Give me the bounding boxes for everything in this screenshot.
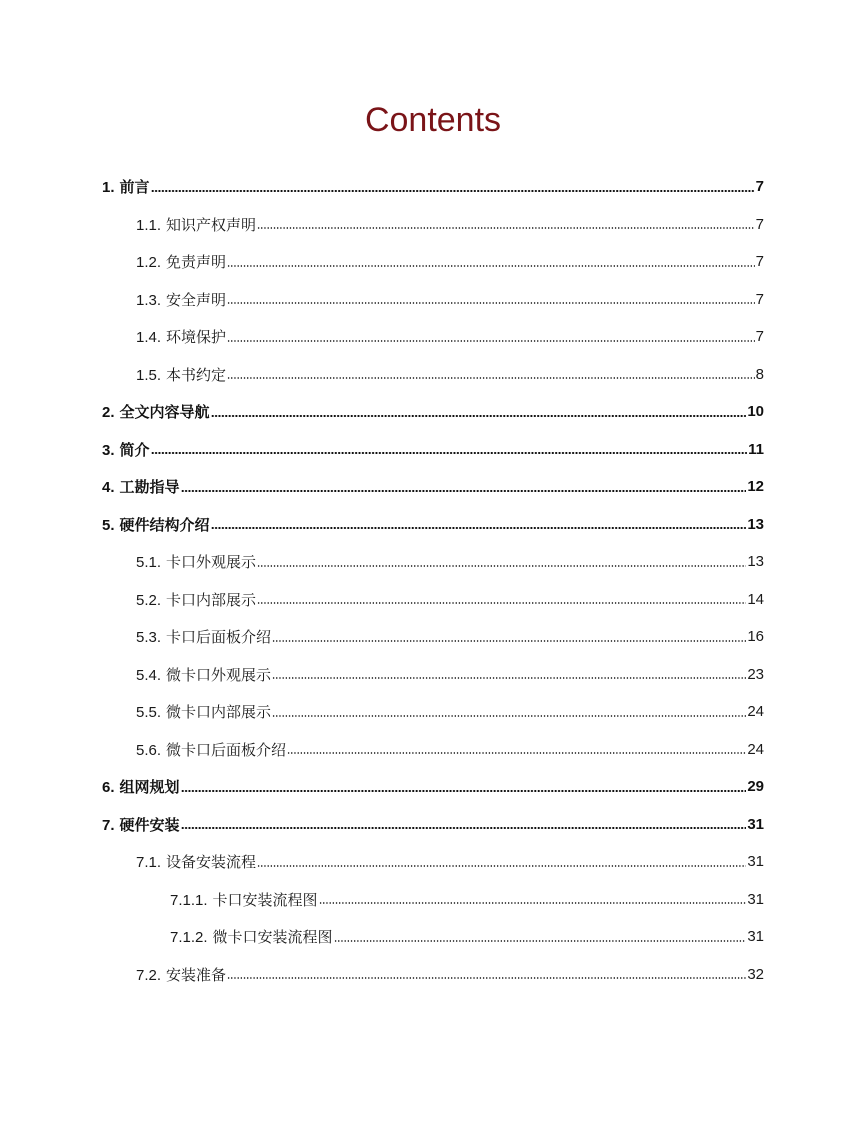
toc-entry-title: 设备安装流程 xyxy=(166,854,257,872)
toc-entry-number: 5.6. xyxy=(136,741,162,759)
dot-leader xyxy=(227,340,755,342)
dot-leader xyxy=(211,527,747,529)
toc-entry-page-number: 29 xyxy=(747,778,764,796)
toc-entry-label xyxy=(136,214,256,235)
toc-entry[interactable] xyxy=(102,206,764,244)
toc-entry-page-number: 11 xyxy=(748,440,764,458)
toc-entry-page-number: 7 xyxy=(755,215,764,233)
toc-entry-number: 6. xyxy=(102,779,115,797)
dot-leader xyxy=(257,565,746,567)
toc-entry-page-number: 7 xyxy=(755,253,764,271)
toc-entry-label xyxy=(136,701,271,722)
dot-leader xyxy=(272,715,746,717)
dot-leader xyxy=(227,265,755,267)
toc-entry[interactable] xyxy=(102,843,764,881)
toc-entry[interactable] xyxy=(102,281,764,319)
toc-entry-title: 安装准备 xyxy=(166,966,227,984)
toc-entry-number: 5.5. xyxy=(136,704,162,722)
toc-entry[interactable] xyxy=(102,168,764,206)
toc-entry-page-number: 31 xyxy=(747,853,764,871)
toc-entry-label xyxy=(102,814,180,835)
toc-entry-label xyxy=(136,664,271,685)
toc-entry-number: 5.4. xyxy=(136,666,162,684)
toc-entry-title: 微卡口内部展示 xyxy=(166,704,272,722)
dot-leader xyxy=(181,490,747,492)
toc-entry-label xyxy=(136,739,286,760)
toc-entry-page-number: 24 xyxy=(747,703,764,721)
toc-entry-page-number: 13 xyxy=(747,515,764,533)
dot-leader xyxy=(334,940,747,942)
toc-entry[interactable] xyxy=(102,431,764,469)
toc-entry[interactable] xyxy=(102,731,764,769)
toc-entry-page-number: 12 xyxy=(747,478,764,496)
toc-entry-number: 1.3. xyxy=(136,291,162,309)
toc-entry-number: 1. xyxy=(102,179,115,197)
toc-entry[interactable] xyxy=(102,693,764,731)
toc-entry-title: 安全声明 xyxy=(166,291,227,309)
dot-leader xyxy=(211,415,747,417)
toc-entry[interactable] xyxy=(102,956,764,994)
toc-entry-title: 免责声明 xyxy=(166,254,227,272)
toc-entry-label xyxy=(102,401,210,422)
toc-entry-title: 工勘指导 xyxy=(119,479,180,497)
toc-entry-number: 5.3. xyxy=(136,629,162,647)
toc-entry[interactable] xyxy=(102,881,764,919)
toc-entry-page-number: 32 xyxy=(747,965,764,983)
toc-entry-title: 硬件安装 xyxy=(119,816,180,834)
toc-entry[interactable] xyxy=(102,243,764,281)
toc-entry-label xyxy=(102,776,180,797)
toc-entry[interactable] xyxy=(102,468,764,506)
toc-entry-number: 7.2. xyxy=(136,966,162,984)
toc-entry-page-number: 14 xyxy=(747,590,764,608)
dot-leader xyxy=(181,790,747,792)
toc-entry-label xyxy=(136,964,226,985)
toc-entry-label xyxy=(136,364,226,385)
toc-entry-label xyxy=(136,251,226,272)
toc-entry-label xyxy=(102,514,210,535)
toc-entry[interactable] xyxy=(102,618,764,656)
toc-entry-title: 硬件结构介绍 xyxy=(119,516,210,534)
toc-entry[interactable] xyxy=(102,318,764,356)
toc-entry[interactable] xyxy=(102,768,764,806)
toc-entry-title: 微卡口外观展示 xyxy=(166,666,272,684)
dot-leader xyxy=(319,902,747,904)
toc-entry-label xyxy=(170,889,318,910)
toc-entry-title: 微卡口安装流程图 xyxy=(212,929,333,947)
toc-entry-page-number: 31 xyxy=(747,928,764,946)
toc-entry-label xyxy=(102,476,180,497)
toc-entry-page-number: 24 xyxy=(747,740,764,758)
toc-entry-title: 前言 xyxy=(119,179,150,197)
toc-entry-page-number: 7 xyxy=(755,328,764,346)
toc-entry-number: 7.1. xyxy=(136,854,162,872)
toc-entry-number: 1.4. xyxy=(136,329,162,347)
toc-entry-label xyxy=(136,589,256,610)
toc-entry-page-number: 8 xyxy=(755,365,764,383)
toc-entry-title: 环境保护 xyxy=(166,329,227,347)
toc-entry-title: 微卡口后面板介绍 xyxy=(166,741,287,759)
toc-entry-title: 知识产权声明 xyxy=(166,216,257,234)
toc-entry-page-number: 7 xyxy=(755,178,764,196)
toc-entry[interactable] xyxy=(102,656,764,694)
dot-leader xyxy=(151,190,755,192)
toc-entry-number: 1.1. xyxy=(136,216,162,234)
toc-entry-label xyxy=(136,851,256,872)
dot-leader xyxy=(287,752,746,754)
page-title: Contents xyxy=(364,101,502,139)
toc-entry-number: 3. xyxy=(102,441,115,459)
toc-entry-title: 简介 xyxy=(119,441,150,459)
table-of-contents xyxy=(102,168,764,993)
toc-entry-label xyxy=(102,176,150,197)
toc-entry-label xyxy=(136,326,226,347)
toc-entry-label xyxy=(102,439,150,460)
toc-entry-page-number: 23 xyxy=(747,665,764,683)
toc-entry-title: 组网规划 xyxy=(119,779,180,797)
dot-leader xyxy=(227,377,755,379)
toc-entry-title: 卡口安装流程图 xyxy=(212,891,318,909)
toc-entry[interactable] xyxy=(102,356,764,394)
toc-entry-title: 全文内容导航 xyxy=(119,404,210,422)
toc-entry-page-number: 7 xyxy=(755,290,764,308)
toc-entry[interactable] xyxy=(102,581,764,619)
toc-entry-page-number: 31 xyxy=(747,890,764,908)
toc-entry-title: 卡口内部展示 xyxy=(166,591,257,609)
toc-entry[interactable] xyxy=(102,806,764,844)
dot-leader xyxy=(227,302,755,304)
toc-entry-number: 1.5. xyxy=(136,366,162,384)
toc-entry-number: 7.1.1. xyxy=(170,891,208,909)
toc-entry-label xyxy=(170,926,333,947)
toc-entry-page-number: 10 xyxy=(747,403,764,421)
dot-leader xyxy=(257,227,755,229)
toc-entry-number: 7.1.2. xyxy=(170,929,208,947)
toc-entry-number: 5.1. xyxy=(136,554,162,572)
toc-entry-number: 1.2. xyxy=(136,254,162,272)
toc-entry-number: 5.2. xyxy=(136,591,162,609)
toc-entry[interactable] xyxy=(102,543,764,581)
dot-leader xyxy=(181,827,747,829)
toc-entry[interactable] xyxy=(102,393,764,431)
toc-entry-title: 卡口外观展示 xyxy=(166,554,257,572)
dot-leader xyxy=(151,452,748,454)
toc-entry-page-number: 13 xyxy=(747,553,764,571)
dot-leader xyxy=(227,977,746,979)
dot-leader xyxy=(272,640,746,642)
toc-entry[interactable] xyxy=(102,918,764,956)
toc-entry-number: 2. xyxy=(102,404,115,422)
toc-entry-title: 卡口后面板介绍 xyxy=(166,629,272,647)
toc-entry-label xyxy=(136,289,226,310)
dot-leader xyxy=(257,602,746,604)
toc-entry[interactable] xyxy=(102,506,764,544)
toc-entry-number: 7. xyxy=(102,816,115,834)
toc-entry-label xyxy=(136,551,256,572)
toc-entry-number: 4. xyxy=(102,479,115,497)
toc-entry-label xyxy=(136,626,271,647)
toc-entry-title: 本书约定 xyxy=(166,366,227,384)
dot-leader xyxy=(257,865,746,867)
toc-entry-page-number: 31 xyxy=(747,815,764,833)
dot-leader xyxy=(272,677,746,679)
toc-entry-number: 5. xyxy=(102,516,115,534)
toc-entry-page-number: 16 xyxy=(747,628,764,646)
